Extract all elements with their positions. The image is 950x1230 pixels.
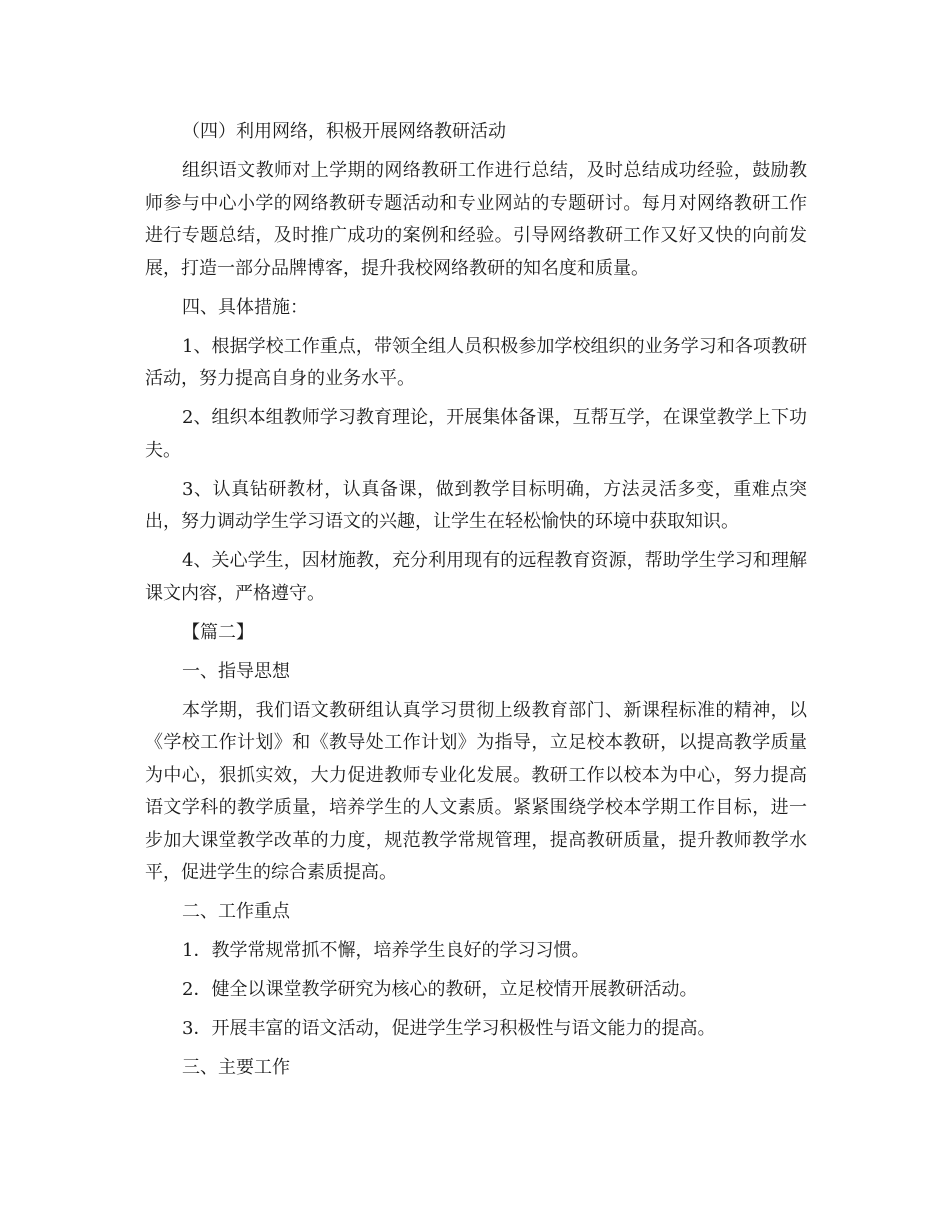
focus-item-3: 3．开展丰富的语文活动，促进学生学习积极性与语文能力的提高。 xyxy=(182,1018,716,1039)
measure-item-2: 2、组织本组教师学习教育理论，开展集体备课，互帮互学，在课堂教学上下功夫。 xyxy=(145,407,807,461)
paragraph-guiding-ideology: 本学期，我们语文教研组认真学习贯彻上级教育部门、新课程标准的精神，以《学校工作计划》和《教导处工作计划》为指导，立足校本教研，以提高教学质量为中心，狠抓实效，大力促进教师专业化发展。教研工作以校本为中心，努力提高语文学科的教学质量，培养学生的人文素质。紧紧围绕学校本学期工作目标，进一步加大课堂教学改革的力度，规范教学常规管理，提高教研质量，提升教师教学水平，促进学生的综合素质提高。 xyxy=(145,699,807,883)
section-heading-main-work: 三、主要工作 xyxy=(182,1057,290,1078)
paragraph-network-research: 组织语文教师对上学期的网络教研工作进行总结，及时总结成功经验，鼓励教师参与中心小学的网络教研专题活动和专业网站的专题研讨。每月对网络教研工作进行专题总结，及时推广成功的案例和经验。引导网络教研工作又好又快的向前发展，打造一部分品牌博客，提升我校网络教研的知名度和质量。 xyxy=(145,160,807,279)
focus-item-1: 1．教学常规常抓不懈，培养学生良好的学习习惯。 xyxy=(182,940,590,961)
section-heading-network-research: （四）利用网络，积极开展网络教研活动 xyxy=(182,121,506,142)
measure-item-3: 3、认真钻研教材，认真备课，做到教学目标明确，方法灵活多变，重难点突出，努力调动学生学习语文的兴趣，让学生在轻松愉快的环境中获取知识。 xyxy=(145,478,807,532)
measure-item-4: 4、关心学生，因材施教，充分利用现有的远程教育资源，帮助学生学习和理解课文内容，严格遵守。 xyxy=(145,550,807,604)
section-heading-measures: 四、具体措施： xyxy=(182,296,308,318)
measure-item-1: 1、根据学校工作重点，带领全组人员积极参加学校组织的业务学习和各项教研活动，努力提高自身的业务水平。 xyxy=(145,335,807,389)
document-page xyxy=(145,116,807,1091)
focus-item-2: 2．健全以课堂教学研究为核心的教研，立足校情开展教研活动。 xyxy=(182,979,698,1000)
section-heading-guiding-ideology: 一、指导思想 xyxy=(182,660,290,682)
part-two-heading: 【篇二】 xyxy=(182,621,254,643)
section-heading-work-focus: 二、工作重点 xyxy=(182,901,290,922)
